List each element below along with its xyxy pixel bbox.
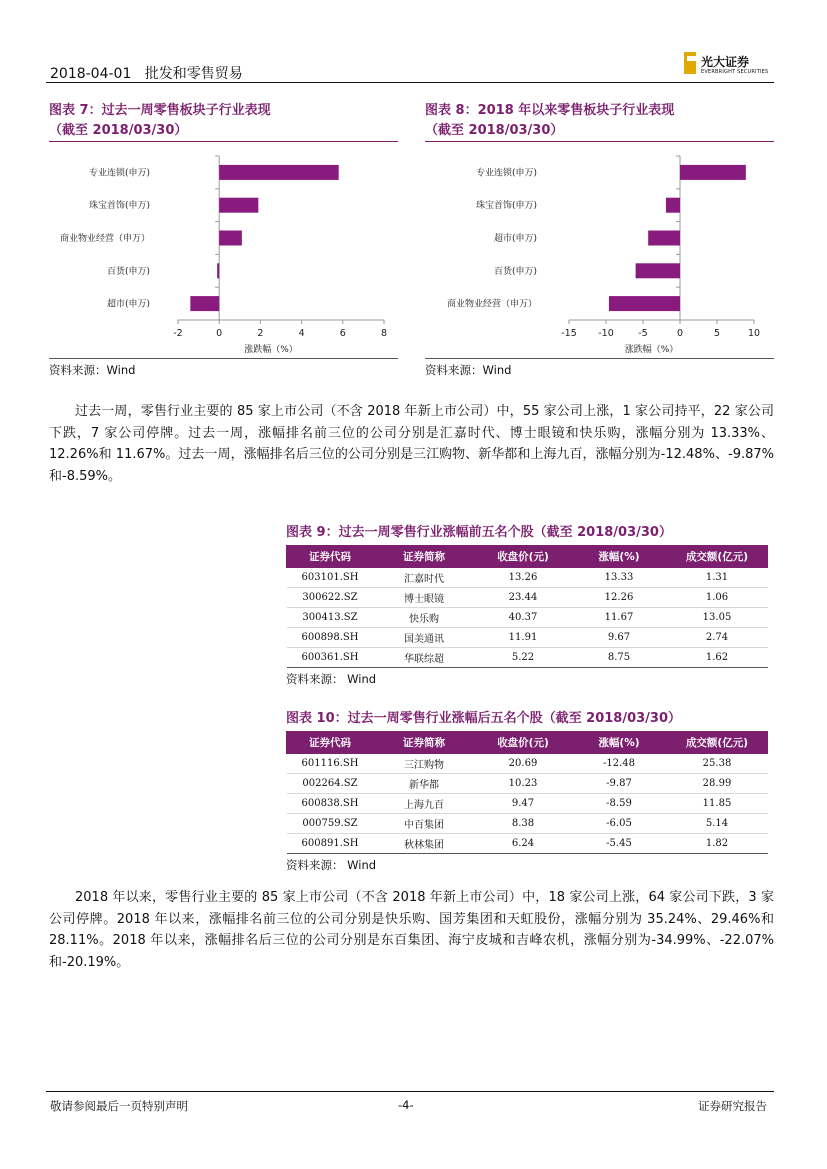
page-number: -4- bbox=[398, 1098, 414, 1112]
col-name: 证券简称 bbox=[374, 546, 475, 568]
cell-volume: 1.06 bbox=[667, 588, 768, 608]
fig7-source: 资料来源：Wind bbox=[49, 363, 136, 377]
fig8-subtitle: （截至 2018/03/30） bbox=[425, 123, 564, 138]
x-axis-label: 涨跌幅（%） bbox=[624, 345, 679, 355]
cell-name: 华联综超 bbox=[374, 648, 475, 668]
bar bbox=[680, 165, 746, 180]
category-label: 百货(申万) bbox=[493, 266, 537, 277]
footer-disclaimer: 敬请参阅最后一页特别声明 bbox=[50, 1099, 188, 1113]
fig7-rule bbox=[49, 141, 398, 142]
category-label: 珠宝首饰(申万) bbox=[88, 201, 150, 212]
cell-change: 8.75 bbox=[572, 648, 667, 668]
cell-change: -6.05 bbox=[572, 814, 667, 834]
cell-close: 11.91 bbox=[475, 628, 572, 648]
x-tick-label: 5 bbox=[713, 328, 721, 339]
col-volume: 成交额(亿元) bbox=[667, 732, 768, 754]
col-close: 收盘价(元) bbox=[475, 546, 572, 568]
cell-name: 博士眼镜 bbox=[374, 588, 475, 608]
x-tick-label: 0 bbox=[676, 328, 684, 339]
table-row bbox=[287, 568, 768, 588]
cell-volume: 1.62 bbox=[667, 648, 768, 668]
header-divider bbox=[46, 82, 774, 83]
table10-block bbox=[286, 709, 768, 873]
cell-name: 上海九百 bbox=[374, 794, 475, 814]
bar bbox=[190, 296, 219, 311]
cell-code: 601116.SH bbox=[287, 754, 374, 774]
cell-volume: 1.82 bbox=[667, 834, 768, 854]
cell-change: 9.67 bbox=[572, 628, 667, 648]
cell-close: 23.44 bbox=[475, 588, 572, 608]
category-label: 百货(申万) bbox=[106, 266, 150, 277]
fig7-chart bbox=[49, 150, 398, 355]
bar bbox=[609, 296, 680, 311]
x-axis-label: 涨跌幅（%） bbox=[244, 345, 298, 355]
paragraph-weekly-text: 过去一周，零售行业主要的 85 家上市公司（不含 2018 年新上市公司）中，55 家公司上涨，1 家公司持平，22 家公司下跌，7 家公司停牌。过去一周，涨幅排名前三位的公司分别是汇嘉时代、博士眼镜和快乐购，涨幅分别为 13.33%、12.26%和 11.67%。过去一周，涨幅排名后三位的公司分别是三江购物、新华都和上海九百，涨幅分别为-12.48%、-9.87%和-8.59%。 bbox=[49, 404, 774, 484]
cell-change: -8.59 bbox=[572, 794, 667, 814]
table9-source: 资料来源： Wind bbox=[286, 672, 377, 686]
bar bbox=[648, 231, 680, 246]
table10-title: 图表 10：过去一周零售行业涨幅后五名个股（截至 2018/03/30） bbox=[286, 711, 682, 726]
col-change: 涨幅(%) bbox=[572, 546, 667, 568]
cell-name: 汇嘉时代 bbox=[374, 568, 475, 588]
x-tick-label: -15 bbox=[561, 328, 577, 339]
fig7-chart-svg bbox=[49, 150, 398, 355]
cell-volume: 5.14 bbox=[667, 814, 768, 834]
col-close: 收盘价(元) bbox=[475, 732, 572, 754]
cell-code: 300622.SZ bbox=[287, 588, 374, 608]
table-row bbox=[287, 648, 768, 668]
x-tick-label: 4 bbox=[298, 328, 305, 339]
cell-change: -9.87 bbox=[572, 774, 667, 794]
cell-close: 6.24 bbox=[475, 834, 572, 854]
bar bbox=[219, 231, 242, 246]
x-tick-label: 8 bbox=[380, 328, 388, 339]
paragraph-weekly bbox=[49, 401, 774, 487]
x-tick-label: -5 bbox=[638, 328, 648, 339]
cell-code: 300413.SZ bbox=[287, 608, 374, 628]
paragraph-ytd-text: 2018 年以来，零售行业主要的 85 家上市公司（不含 2018 年新上市公司）中，18 家公司上涨，64 家公司下跌，3 家公司停牌。2018 年以来，涨幅排名前三位的公司分别是快乐购、国芳集团和天虹股份，涨幅分别为 35.24%、29.46%和 28.11%。2018 年以来，涨幅排名后三位的公司分别是东百集团、海宁皮城和吉峰农机，涨幅分别为-34.99%、-22.07%和-20.19%。 bbox=[49, 890, 774, 970]
table-row bbox=[287, 608, 768, 628]
col-code: 证券代码 bbox=[287, 732, 374, 754]
fig7-title: 图表 7：过去一周零售板块子行业表现 bbox=[49, 103, 271, 118]
industry-name: 批发和零售贸易 bbox=[144, 66, 243, 82]
paragraph-ytd bbox=[49, 887, 774, 973]
fig7-bottom-rule bbox=[49, 358, 398, 359]
report-header bbox=[50, 63, 243, 83]
cell-code: 600361.SH bbox=[287, 648, 374, 668]
cell-change: 12.26 bbox=[572, 588, 667, 608]
fig8-chart-svg bbox=[425, 150, 774, 355]
x-tick-label: -10 bbox=[598, 328, 614, 339]
category-label: 专业连锁(申万) bbox=[475, 168, 537, 179]
bar bbox=[666, 198, 680, 213]
table9-title: 图表 9：过去一周零售行业涨幅前五名个股（截至 2018/03/30） bbox=[286, 525, 672, 540]
table10 bbox=[286, 731, 768, 854]
cell-close: 10.23 bbox=[475, 774, 572, 794]
company-logo bbox=[684, 52, 779, 78]
cell-volume: 13.05 bbox=[667, 608, 768, 628]
cell-volume: 1.31 bbox=[667, 568, 768, 588]
table-row bbox=[287, 754, 768, 774]
cell-close: 5.22 bbox=[475, 648, 572, 668]
cell-volume: 25.38 bbox=[667, 754, 768, 774]
table10-header-row bbox=[287, 732, 768, 754]
cell-code: 600838.SH bbox=[287, 794, 374, 814]
cell-code: 600891.SH bbox=[287, 834, 374, 854]
cell-name: 中百集团 bbox=[374, 814, 475, 834]
cell-close: 20.69 bbox=[475, 754, 572, 774]
category-label: 商业物业经营（申万） bbox=[59, 234, 150, 244]
fig7-subtitle: （截至 2018/03/30） bbox=[49, 123, 188, 138]
table-row bbox=[287, 814, 768, 834]
table-row bbox=[287, 834, 768, 854]
col-volume: 成交额(亿元) bbox=[667, 546, 768, 568]
cell-volume: 2.74 bbox=[667, 628, 768, 648]
cell-name: 国美通讯 bbox=[374, 628, 475, 648]
cell-change: 13.33 bbox=[572, 568, 667, 588]
col-code: 证券代码 bbox=[287, 546, 374, 568]
cell-code: 600898.SH bbox=[287, 628, 374, 648]
table-row bbox=[287, 588, 768, 608]
col-name: 证券简称 bbox=[374, 732, 475, 754]
category-label: 商业物业经营（申万） bbox=[446, 299, 537, 310]
cell-close: 8.38 bbox=[475, 814, 572, 834]
fig8-source: 资料来源：Wind bbox=[425, 363, 512, 377]
bar bbox=[636, 263, 680, 278]
table-row bbox=[287, 794, 768, 814]
cell-change: -12.48 bbox=[572, 754, 667, 774]
cell-close: 40.37 bbox=[475, 608, 572, 628]
cell-name: 秋林集团 bbox=[374, 834, 475, 854]
table-row bbox=[287, 774, 768, 794]
table-row bbox=[287, 628, 768, 648]
cell-name: 三江购物 bbox=[374, 754, 475, 774]
col-change: 涨幅(%) bbox=[572, 732, 667, 754]
cell-code: 002264.SZ bbox=[287, 774, 374, 794]
bar bbox=[219, 165, 338, 180]
category-label: 珠宝首饰(申万) bbox=[475, 201, 537, 212]
category-label: 超市(申万) bbox=[106, 299, 150, 310]
category-label: 超市(申万) bbox=[493, 234, 537, 244]
cell-close: 9.47 bbox=[475, 794, 572, 814]
cell-name: 新华都 bbox=[374, 774, 475, 794]
report-date: 2018-04-01 bbox=[50, 66, 132, 82]
bar bbox=[217, 263, 219, 278]
footer-report-type: 证券研究报告 bbox=[698, 1099, 767, 1113]
fig8-title: 图表 8：2018 年以来零售板块子行业表现 bbox=[425, 103, 675, 118]
cell-volume: 11.85 bbox=[667, 794, 768, 814]
bar bbox=[219, 198, 258, 213]
cell-code: 000759.SZ bbox=[287, 814, 374, 834]
cell-code: 603101.SH bbox=[287, 568, 374, 588]
cell-change: 11.67 bbox=[572, 608, 667, 628]
fig8-rule bbox=[425, 141, 774, 142]
fig8-chart bbox=[425, 150, 774, 355]
fig8-bottom-rule bbox=[425, 358, 774, 359]
x-tick-label: 6 bbox=[339, 328, 346, 339]
category-label: 专业连锁(申万) bbox=[88, 168, 150, 179]
x-tick-label: -2 bbox=[173, 328, 183, 339]
cell-close: 13.26 bbox=[475, 568, 572, 588]
footer-divider bbox=[46, 1091, 774, 1092]
fig8-title-block bbox=[425, 101, 774, 142]
cell-change: -5.45 bbox=[572, 834, 667, 854]
logo-icon bbox=[684, 52, 696, 74]
x-tick-label: 0 bbox=[216, 328, 223, 339]
table9-block bbox=[286, 523, 768, 687]
fig7-title-block bbox=[49, 101, 398, 142]
cell-volume: 28.99 bbox=[667, 774, 768, 794]
table9-header-row bbox=[287, 546, 768, 568]
x-tick-label: 10 bbox=[747, 328, 761, 339]
table10-source: 资料来源： Wind bbox=[286, 858, 377, 872]
x-tick-label: 2 bbox=[257, 328, 264, 339]
table9 bbox=[286, 545, 768, 668]
cell-name: 快乐购 bbox=[374, 608, 475, 628]
logo-text: 光大证券 bbox=[701, 55, 750, 69]
logo-subtext: EVERBRIGHT SECURITIES bbox=[701, 69, 769, 75]
